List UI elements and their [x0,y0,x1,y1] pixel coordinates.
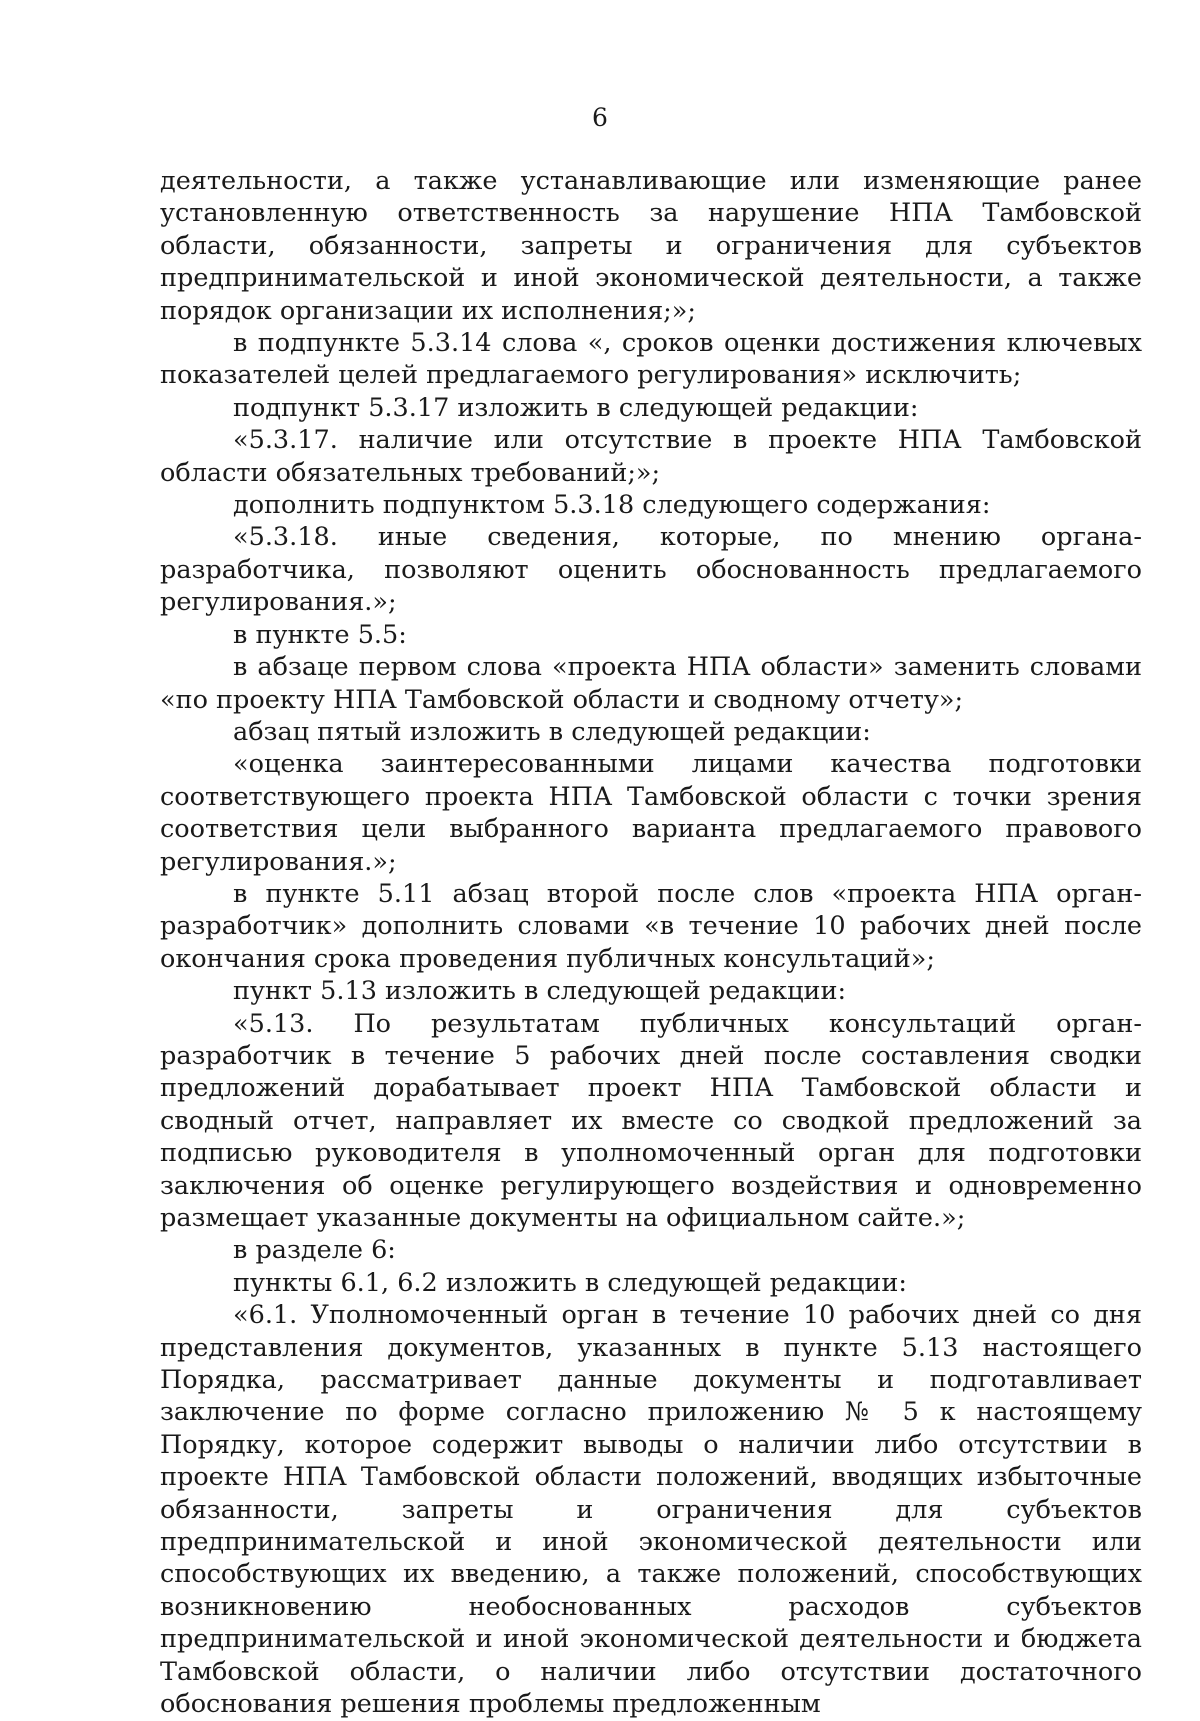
paragraph: в абзаце первом слова «проекта НПА области» заменить словами «по проекту НПА Тамбовской области и сводному отчету»; [160,652,1142,715]
paragraph: в пункте 5.11 абзац второй после слов «проекта НПА орган-разработчик» дополнить словами «в течение 10 рабочих дней после окончания срока проведения публичных консультаций»; [160,878,1142,974]
document-body [160,165,1142,1721]
paragraph: в подпункте 5.3.14 слова «, сроков оценки достижения ключевых показателей целей предлагаемого регулирования» исключить; [160,328,1142,391]
paragraph: абзац пятый изложить в следующей редакции: [233,716,871,747]
paragraph: «5.3.18. иные сведения, которые, по мнению органа-разработчика, позволяют оценить обоснованность предлагаемого регулирования.»; [160,522,1142,618]
paragraph: подпункт 5.3.17 изложить в следующей редакции: [233,392,919,423]
paragraph: пункты 6.1, 6.2 изложить в следующей редакции: [233,1267,907,1298]
paragraph: в пункте 5.5: [233,619,407,650]
paragraph: «5.3.17. наличие или отсутствие в проекте НПА Тамбовской области обязательных требований;»; [160,425,1142,488]
paragraph: в разделе 6: [233,1235,396,1266]
paragraph: деятельности, а также устанавливающие или изменяющие ранее установленную ответственность за нарушение НПА Тамбовской области, обязанности, запреты и ограничения для субъектов предпринимательской и иной экономической деятельности, а также порядок организации их исполнения;»; [160,166,1142,326]
paragraph: дополнить подпунктом 5.3.18 следующего содержания: [233,490,991,521]
page-number: 6 [592,103,608,132]
paragraph: пункт 5.13 изложить в следующей редакции: [233,976,847,1007]
paragraph: «6.1. Уполномоченный орган в течение 10 рабочих дней со дня представления документов, указанных в пункте 5.13 настоящего Порядка, рассматривает данные документы и подготавливает заключение по форме согласно приложению № 5 к настоящему Порядку, которое содержит выводы о наличии либо отсутствии в проекте НПА Тамбовской области положений, вводящих избыточные обязанности, запреты и ограничения для субъектов предпринимательской и иной экономической деятельности или способствующих их введению, а также положений, способствующих возникновению необоснованных расходов субъектов предпринимательской и иной экономической деятельности и бюджета Тамбовской области, о наличии либо отсутствии достаточного обоснования решения проблемы предложенным [160,1300,1142,1720]
paragraph: «оценка заинтересованными лицами качества подготовки соответствующего проекта НПА Тамбовской области с точки зрения соответствия цели выбранного варианта предлагаемого правового регулирования.»; [160,749,1142,877]
paragraph: «5.13. По результатам публичных консультаций орган-разработчик в течение 5 рабочих дней после составления сводки предложений дорабатывает проект НПА Тамбовской области и сводный отчет, направляет их вместе со сводкой предложений за подписью руководителя в уполномоченный орган для подготовки заключения об оценке регулирующего воздействия и одновременно размещает указанные документы на официальном сайте.»; [160,1008,1142,1233]
